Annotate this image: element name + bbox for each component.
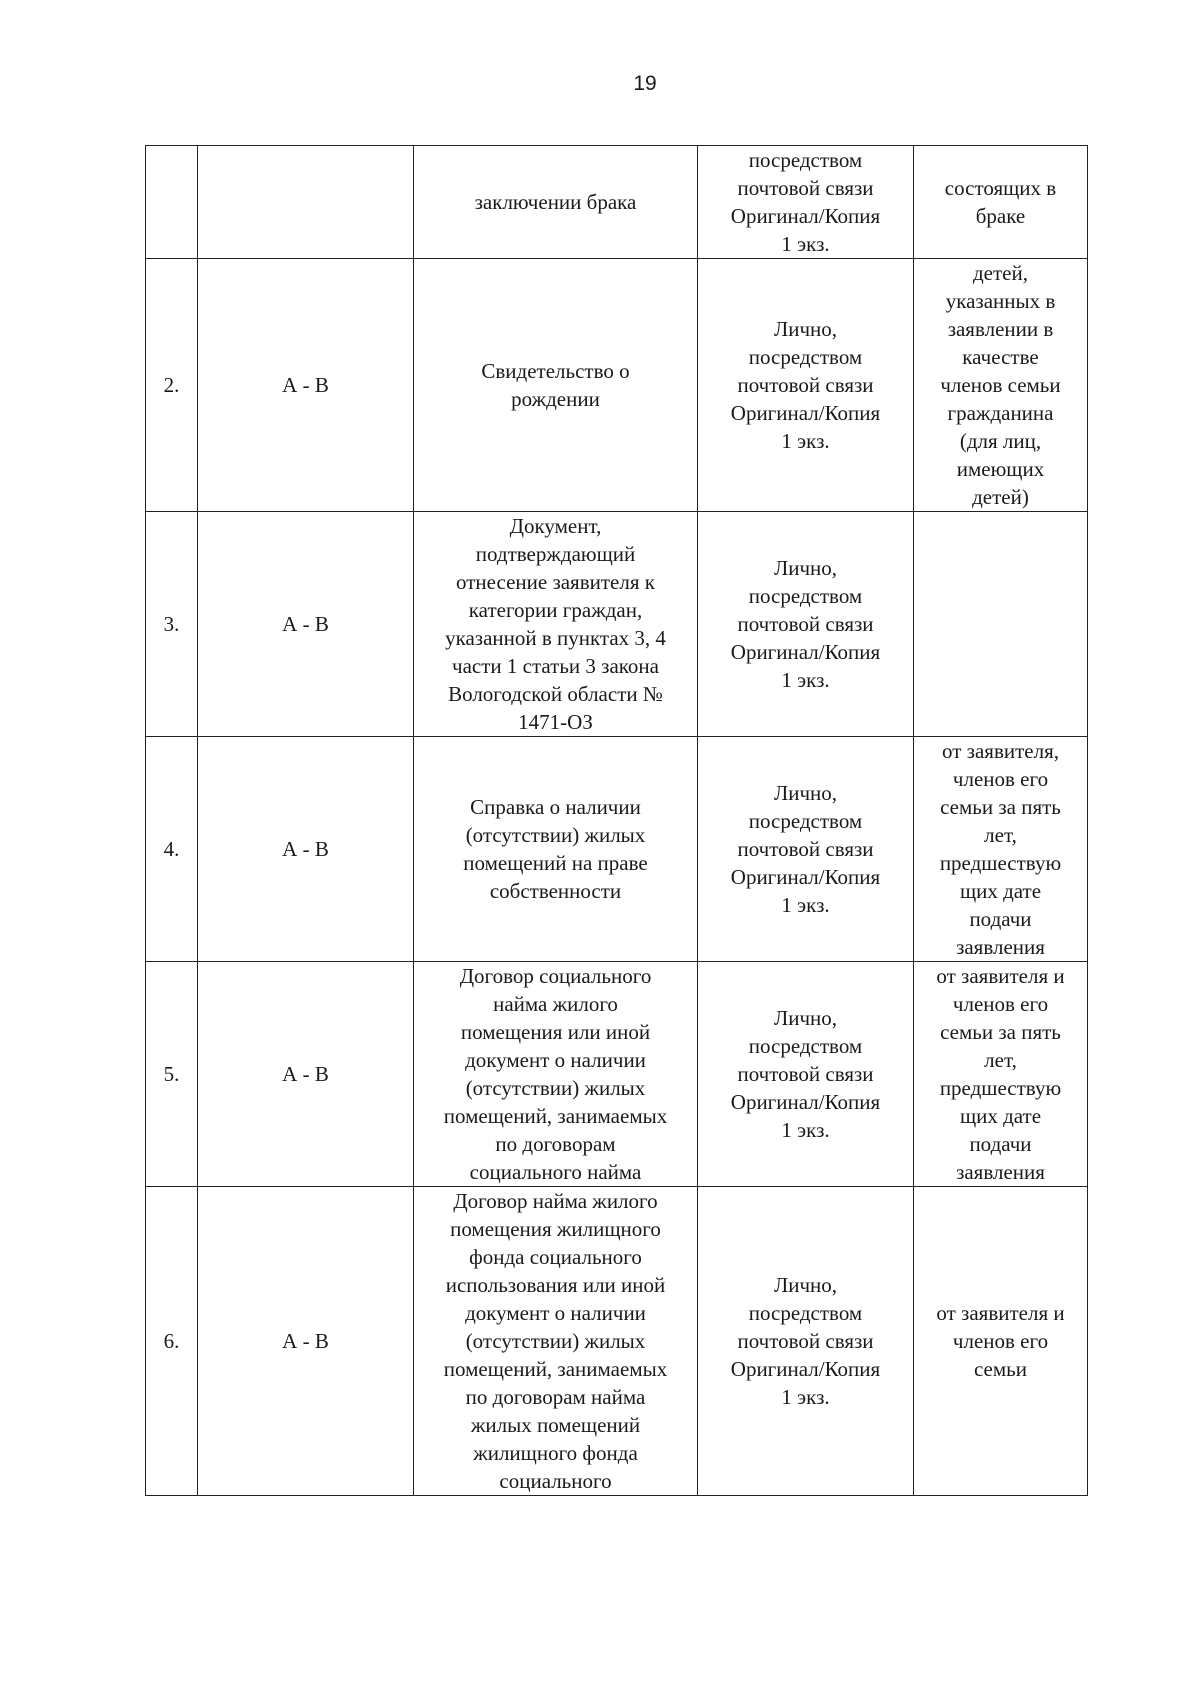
method-cell: Лично, посредством почтовой связи Оригинал/Копия 1 экз. bbox=[698, 512, 914, 737]
note-cell: детей, указанных в заявлении в качестве членов семьи гражданина (для лиц, имеющих детей) bbox=[914, 259, 1088, 512]
method-cell: Лично, посредством почтовой связи Оригинал/Копия 1 экз. bbox=[698, 962, 914, 1187]
method-cell: Лично, посредством почтовой связи Оригинал/Копия 1 экз. bbox=[698, 259, 914, 512]
table-row bbox=[146, 962, 1088, 1187]
code-cell: А - В bbox=[198, 512, 414, 737]
row-number-cell: 2. bbox=[146, 259, 198, 512]
note-cell: от заявителя и членов его семьи bbox=[914, 1187, 1088, 1496]
document-cell: Договор социального найма жилого помещения или иной документ о наличии (отсутствии) жилых помещений, занимаемых по договорам социального найма bbox=[414, 962, 698, 1187]
table-row bbox=[146, 146, 1088, 259]
code-cell: А - В bbox=[198, 259, 414, 512]
method-cell: Лично, посредством почтовой связи Оригинал/Копия 1 экз. bbox=[698, 737, 914, 962]
document-cell: Свидетельство о рождении bbox=[414, 259, 698, 512]
table-row bbox=[146, 512, 1088, 737]
document-cell: заключении брака bbox=[414, 146, 698, 259]
table-row bbox=[146, 1187, 1088, 1496]
method-cell: Лично, посредством почтовой связи Оригинал/Копия 1 экз. bbox=[698, 1187, 914, 1496]
note-cell: от заявителя, членов его семьи за пять лет, предшествую щих дате подачи заявления bbox=[914, 737, 1088, 962]
method-cell: посредством почтовой связи Оригинал/Копия 1 экз. bbox=[698, 146, 914, 259]
code-cell: А - В bbox=[198, 962, 414, 1187]
note-cell bbox=[914, 512, 1088, 737]
page-number: 19 bbox=[633, 72, 657, 95]
code-cell: А - В bbox=[198, 1187, 414, 1496]
row-number-cell bbox=[146, 146, 198, 259]
row-number-cell: 4. bbox=[146, 737, 198, 962]
documents-table bbox=[145, 145, 1088, 1496]
note-cell: от заявителя и членов его семьи за пять лет, предшествую щих дате подачи заявления bbox=[914, 962, 1088, 1187]
document-cell: Документ, подтверждающий отнесение заявителя к категории граждан, указанной в пунктах 3, 4 части 1 статьи 3 закона Вологодской области № 1471-ОЗ bbox=[414, 512, 698, 737]
row-number-cell: 6. bbox=[146, 1187, 198, 1496]
code-cell bbox=[198, 146, 414, 259]
table-row bbox=[146, 259, 1088, 512]
note-cell: состоящих в браке bbox=[914, 146, 1088, 259]
document-cell: Справка о наличии (отсутствии) жилых помещений на праве собственности bbox=[414, 737, 698, 962]
row-number-cell: 3. bbox=[146, 512, 198, 737]
table-row bbox=[146, 737, 1088, 962]
code-cell: А - В bbox=[198, 737, 414, 962]
document-cell: Договор найма жилого помещения жилищного фонда социального использования или иной документ о наличии (отсутствии) жилых помещений, занимаемых по договорам найма жилых помещений жилищного фонда социального bbox=[414, 1187, 698, 1496]
row-number-cell: 5. bbox=[146, 962, 198, 1187]
